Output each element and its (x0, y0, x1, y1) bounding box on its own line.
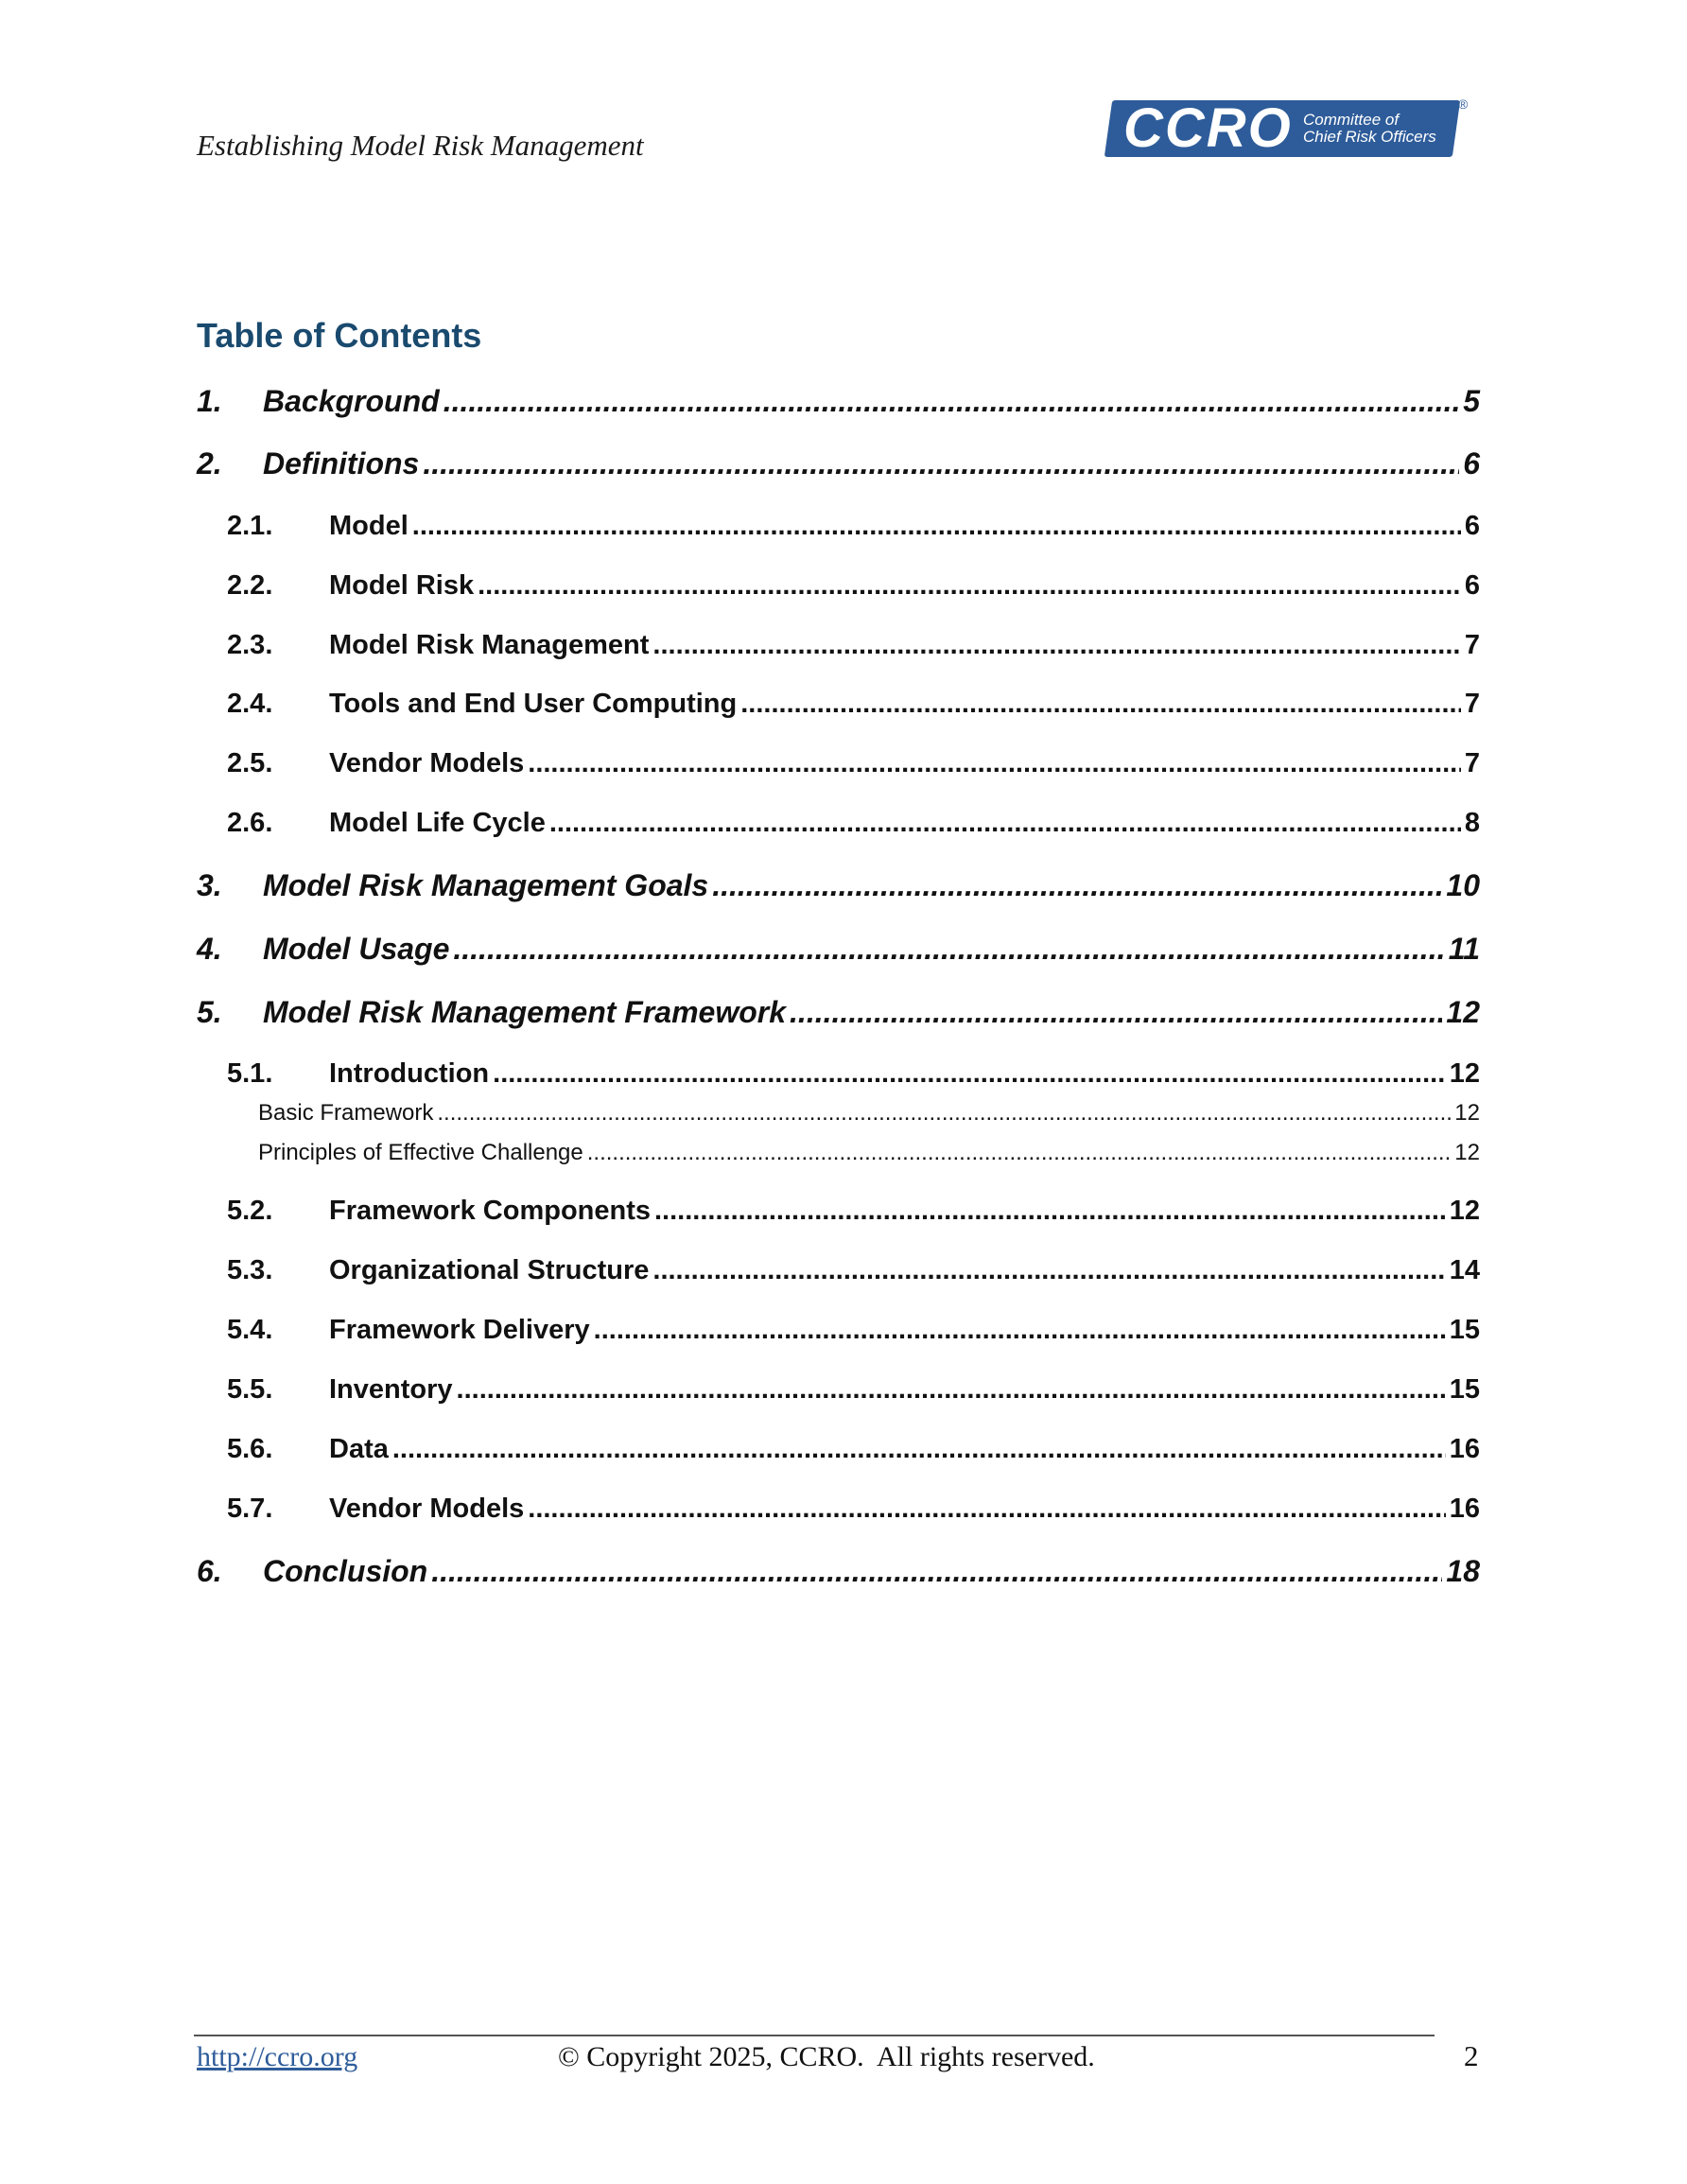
toc-entry-page: 5 (1463, 384, 1480, 418)
toc-leader-dots (431, 1554, 1442, 1589)
document-header-title: Establishing Model Risk Management (197, 129, 644, 162)
toc-entry-page: 15 (1449, 1374, 1480, 1405)
toc-entry-number: 1. (197, 384, 222, 418)
toc-entry-model-risk[interactable] (197, 570, 1480, 602)
toc-entry-page: 7 (1464, 748, 1480, 778)
footer-copyright: © Copyright 2025, CCRO. All rights reserved. (558, 2041, 1095, 2072)
toc-entry-framework-delivery[interactable] (197, 1315, 1480, 1346)
toc-entry-label: Principles of Effective Challenge (258, 1140, 583, 1165)
toc-entry-label: Model Risk Management Goals (263, 868, 709, 902)
toc-leader-dots (478, 570, 1461, 602)
toc-entry-label: Tools and End User Computing (329, 689, 738, 719)
toc-entry-number: 2.2. (227, 570, 273, 601)
toc-entry-model-usage[interactable] (197, 932, 1480, 967)
toc-entry-mrm-framework[interactable] (197, 995, 1480, 1030)
toc-entry-page: 6 (1463, 446, 1480, 480)
toc-entry-label: Organizational Structure (329, 1255, 650, 1285)
toc-entry-number: 5.4. (227, 1315, 273, 1345)
toc-entry-page: 6 (1464, 511, 1480, 541)
toc-leader-dots (594, 1315, 1446, 1346)
toc-entry-label: Framework Components (329, 1196, 651, 1226)
footer-website-link[interactable]: http://ccro.org (197, 2041, 358, 2072)
toc-entry-label: Background (263, 384, 440, 418)
toc-entry-label: Model Risk Management (329, 630, 650, 660)
toc-entry-number: 2. (197, 446, 222, 480)
toc-entry-page: 11 (1448, 932, 1480, 966)
toc-entry-number: 5.1. (227, 1058, 273, 1089)
toc-leader-dots (712, 868, 1442, 903)
toc-leader-dots (528, 748, 1461, 779)
toc-entry-number: 3. (197, 868, 222, 902)
toc-leader-dots (423, 446, 1459, 481)
toc-entry-page: 10 (1446, 868, 1480, 902)
toc-entry-conclusion[interactable] (197, 1554, 1480, 1589)
toc-entry-label: Model (329, 511, 409, 541)
toc-leader-dots (652, 630, 1460, 661)
logo-subtext-line1: Committee of (1303, 111, 1400, 129)
toc-entry-mrm-goals[interactable] (197, 868, 1480, 903)
toc-leader-dots (453, 932, 1444, 967)
toc-leader-dots (493, 1058, 1446, 1090)
toc-leader-dots (587, 1140, 1452, 1166)
registered-mark: ® (1458, 96, 1469, 112)
toc-entry-number: 5.3. (227, 1255, 273, 1285)
toc-entry-inventory[interactable] (197, 1374, 1480, 1406)
toc-entry-vendor-models[interactable] (197, 748, 1480, 779)
toc-entry-page: 12 (1446, 995, 1480, 1029)
toc-entry-number: 5.2. (227, 1196, 273, 1226)
toc-entry-label: Conclusion (263, 1554, 428, 1588)
toc-entry-number: 5.5. (227, 1374, 273, 1405)
toc-entry-label: Model Usage (263, 932, 450, 966)
toc-entry-label: Model Risk (329, 570, 475, 601)
toc-entry-model-life-cycle[interactable] (197, 808, 1480, 839)
toc-leader-dots (790, 995, 1442, 1030)
toc-entry-number: 2.4. (227, 689, 273, 719)
toc-title: Table of Contents (197, 316, 482, 355)
logo-main-text: CCRO (1123, 97, 1293, 159)
toc-entry-label: Framework Delivery (329, 1315, 590, 1345)
toc-entry-label: Inventory (329, 1374, 453, 1405)
footer-page-number: 2 (1464, 2039, 1479, 2072)
logo-subtext-line2: Chief Risk Officers (1303, 128, 1436, 146)
toc-entry-page: 12 (1449, 1058, 1480, 1089)
toc-entry-page: 16 (1449, 1434, 1480, 1464)
toc-entry-model-risk-management[interactable] (197, 630, 1480, 661)
toc-entry-label: Definitions (263, 446, 420, 480)
toc-entry-number: 6. (197, 1554, 222, 1588)
toc-entry-basic-framework[interactable] (197, 1100, 1480, 1127)
logo-subtext (1303, 112, 1436, 146)
toc-entry-page: 8 (1464, 808, 1480, 838)
toc-entry-definitions[interactable] (197, 446, 1480, 481)
toc-entry-tools-euc[interactable] (197, 689, 1480, 720)
ccro-logo (1108, 96, 1468, 159)
toc-entry-label: Vendor Models (329, 1494, 525, 1524)
toc-leader-dots (549, 808, 1461, 839)
toc-entry-label: Introduction (329, 1058, 490, 1089)
toc-leader-dots (654, 1196, 1446, 1227)
toc-entry-number: 2.3. (227, 630, 273, 660)
toc-entry-model[interactable] (197, 511, 1480, 542)
toc-entry-number: 5.7. (227, 1494, 273, 1524)
toc-entry-label: Model Risk Management Framework (263, 995, 787, 1029)
toc-entry-page: 14 (1449, 1255, 1480, 1285)
toc-entry-data[interactable] (197, 1434, 1480, 1465)
toc-leader-dots (652, 1255, 1445, 1286)
toc-entry-page: 7 (1464, 689, 1480, 719)
toc-entry-page: 12 (1454, 1140, 1480, 1165)
toc-leader-dots (392, 1434, 1446, 1465)
toc-entry-introduction[interactable] (197, 1058, 1480, 1090)
toc-entry-label: Model Life Cycle (329, 808, 546, 838)
toc-entry-number: 2.5. (227, 748, 273, 778)
toc-leader-dots (412, 511, 1461, 542)
toc-entry-effective-challenge[interactable] (197, 1140, 1480, 1166)
toc-entry-label: Basic Framework (258, 1100, 434, 1126)
toc-leader-dots (740, 689, 1461, 720)
toc-leader-dots (457, 1374, 1446, 1406)
toc-entry-label: Data (329, 1434, 389, 1464)
toc-entry-number: 5.6. (227, 1434, 273, 1464)
toc-entry-number: 2.1. (227, 511, 273, 541)
toc-entry-label: Vendor Models (329, 748, 525, 778)
toc-entry-number: 5. (197, 995, 222, 1029)
toc-entry-page: 12 (1454, 1100, 1480, 1126)
toc-entry-page: 16 (1449, 1494, 1480, 1524)
footer-divider (194, 2035, 1435, 2036)
toc-entry-page: 18 (1446, 1554, 1480, 1588)
toc-entry-vendor-models-2[interactable] (197, 1494, 1480, 1525)
toc-entry-page: 15 (1449, 1315, 1480, 1345)
toc-entry-page: 12 (1449, 1196, 1480, 1226)
toc-entry-page: 7 (1464, 630, 1480, 660)
toc-leader-dots (437, 1100, 1451, 1127)
toc-entry-framework-components[interactable] (197, 1196, 1480, 1227)
toc-entry-organizational-structure[interactable] (197, 1255, 1480, 1286)
toc-entry-page: 6 (1464, 570, 1480, 601)
toc-leader-dots (443, 384, 1460, 419)
toc-leader-dots (528, 1494, 1445, 1525)
toc-entry-number: 2.6. (227, 808, 273, 838)
toc-entry-number: 4. (197, 932, 222, 966)
toc-entry-background[interactable] (197, 384, 1480, 419)
